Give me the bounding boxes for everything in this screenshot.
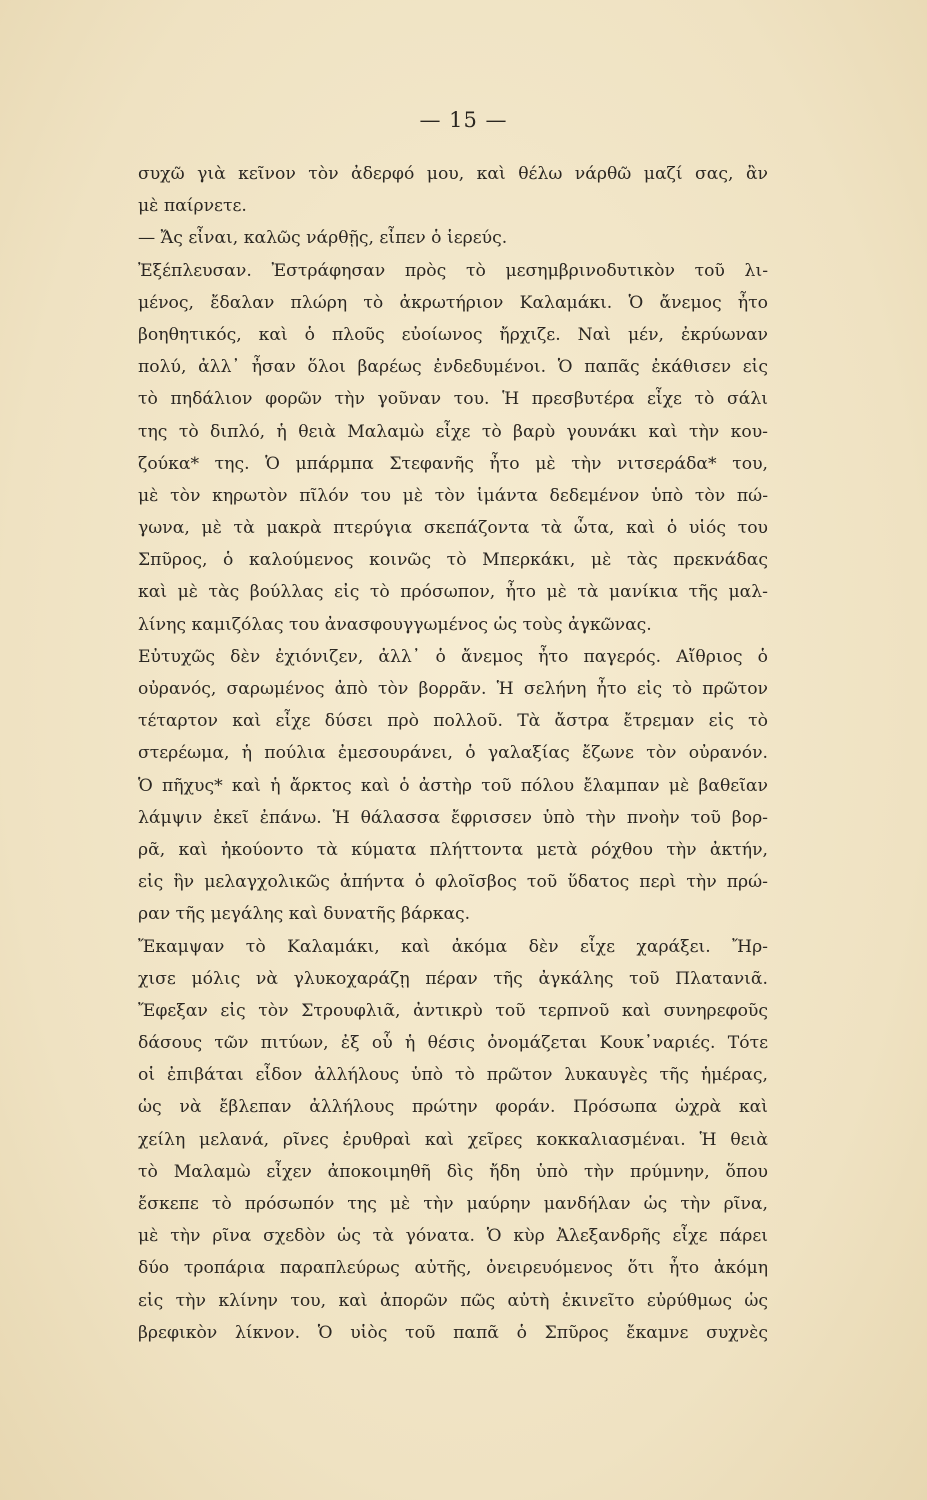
text-line: ρᾶ, καὶ ἠκούοντο τὰ κύματα πλήττοντα μετὰ ρόχθου τὴν ἀκτήν, — [138, 839, 768, 860]
text-line: οἱ ἐπιβάται εἶδον ἀλλήλους ὑπὸ τὸ πρῶτον λυκαυγὲς τῆς ἡμέρας, — [138, 1065, 768, 1086]
text-line: βρεφικὸν λίκνον. Ὁ υἱὸς τοῦ παπᾶ ὁ Σπῦρος ἔκαμνε συχνὲς — [138, 1322, 768, 1343]
text-line: της τὸ διπλό, ἡ θειὰ Μαλαμὼ εἶχε τὸ βαρὺ γουνάκι καὶ τὴν κου- — [138, 421, 768, 442]
text-line: μὲ παίρνετε. — [138, 196, 247, 217]
text-line: — Ἄς εἶναι, καλῶς νάρθῇς, εἶπεν ὁ ἱερεύς. — [138, 228, 508, 249]
text-line: τὸ Μαλαμὼ εἶχεν ἀποκοιμηθῆ δὶς ἤδη ὑπὸ τὴν πρύμνην, ὅπου — [138, 1161, 768, 1182]
text-line: Εὐτυχῶς δὲν ἐχιόνιζεν, ἀλλ᾽ ὁ ἄνεμος ἦτο παγερός. Αἴθριος ὁ — [138, 646, 768, 667]
text-line: στερέωμα, ἡ πούλια ἐμεσουράνει, ὁ γαλαξίας ἔζωνε τὸν οὐρανόν. — [138, 743, 768, 764]
text-line: ὡς νὰ ἔβλεπαν ἀλλήλους πρώτην φοράν. Πρόσωπα ὠχρὰ καὶ — [138, 1097, 768, 1118]
text-line: εἰς ἣν μελαγχολικῶς ἀπήντα ὁ φλοῖσβος τοῦ ὕδατος περὶ τὴν πρώ- — [138, 872, 768, 893]
text-line: Ἔκαμψαν τὸ Καλαμάκι, καὶ ἀκόμα δὲν εἶχε χαράξει. Ἤρ- — [138, 936, 768, 957]
text-line: ἔσκεπε τὸ πρόσωπόν της μὲ τὴν μαύρην μανδήλαν ὡς τὴν ρῖνα, — [138, 1194, 768, 1214]
text-line: γωνα, μὲ τὰ μακρὰ πτερύγια σκεπάζοντα τὰ ὦτα, καὶ ὁ υἱός του — [138, 518, 768, 539]
text-line: μένος, ἔδαλαν πλώρη τὸ ἀκρωτήριον Καλαμάκι. Ὁ ἄνεμος ἦτο — [138, 292, 768, 313]
text-line: τέταρτον καὶ εἶχε δύσει πρὸ πολλοῦ. Τὰ ἄστρα ἔτρεμαν εἰς τὸ — [138, 711, 768, 732]
text-line: συχῶ γιὰ κεῖνον τὸν ἀδερφό μου, καὶ θέλω νάρθῶ μαζί σας, ἂν — [138, 164, 768, 184]
text-line: Ἐξέπλευσαν. Ἐστράφησαν πρὸς τὸ μεσημβρινοδυτικὸν τοῦ λι- — [138, 260, 768, 281]
text-line: λάμψιν ἐκεῖ ἐπάνω. Ἡ θάλασσα ἔφρισσεν ὑπὸ τὴν πνοὴν τοῦ βορ- — [138, 807, 768, 828]
text-line: δάσους τῶν πιτύων, ἐξ οὗ ἡ θέσις ὀνομάζεται Κουκ᾽ναριές. Τότε — [138, 1033, 768, 1054]
page-number: — 15 — — [419, 108, 508, 132]
text-line: ζούκα* της. Ὁ μπάρμπα Στεφανῆς ἦτο μὲ τὴν νιτσεράδα* του, — [138, 453, 768, 474]
text-line: εἰς τὴν κλίνην του, καὶ ἀπορῶν πῶς αὐτὴ ἐκινεῖτο εὐρύθμως ὡς — [138, 1290, 768, 1311]
text-line: οὐρανός, σαρωμένος ἀπὸ τὸν βορρᾶν. Ἡ σελήνη ἦτο εἰς τὸ πρῶτον — [138, 679, 768, 699]
text-line: δύο τροπάρια παραπλεύρως αὐτῆς, ὀνειρευόμενος ὅτι ἦτο ἀκόμη — [138, 1258, 768, 1279]
text-line: χείλη μελανά, ρῖνες ἐρυθραὶ καὶ χεῖρες κοκκαλιασμέναι. Ἡ θειὰ — [138, 1129, 768, 1150]
text-line: χισε μόλις νὰ γλυκοχαράζῃ πέραν τῆς ἀγκάλης τοῦ Πλατανιᾶ. — [138, 968, 768, 989]
text-line: λίνης καμιζόλας του ἀνασφουγγωμένος ὡς τοὺς ἀγκῶνας. — [138, 614, 652, 635]
text-line: πολύ, ἀλλ᾽ ἦσαν ὅλοι βαρέως ἐνδεδυμένοι. Ὁ παπᾶς ἐκάθισεν εἰς — [138, 357, 768, 378]
text-line: βοηθητικός, καὶ ὁ πλοῦς εὐοίωνος ἤρχιζε. Ναὶ μέν, ἐκρύωναν — [138, 324, 768, 345]
text-line: μὲ τὴν ρῖνα σχεδὸν ὡς τὰ γόνατα. Ὁ κὺρ Ἀλεξανδρῆς εἶχε πάρει — [138, 1226, 768, 1247]
text-line: τὸ πηδάλιον φορῶν τὴν γοῦναν του. Ἡ πρεσβυτέρα εἶχε τὸ σάλι — [138, 389, 768, 410]
text-line: μὲ τὸν κηρωτὸν πῖλόν του μὲ τὸν ἱμάντα δεδεμένον ὑπὸ τὸν πώ- — [138, 485, 768, 506]
text-line: Ἔφεξαν εἰς τὸν Στρουφλιᾶ, ἀντικρὺ τοῦ τερπνοῦ καὶ συνηρεφοῦς — [138, 1000, 768, 1021]
text-line: Σπῦρος, ὁ καλούμενος κοινῶς τὸ Μπερκάκι, μὲ τὰς πρεκνάδας — [138, 550, 768, 571]
body-text — [138, 158, 768, 1349]
text-line: Ὁ πῆχυς* καὶ ἡ ἄρκτος καὶ ὁ ἀστὴρ τοῦ πόλου ἔλαμπαν μὲ βαθεῖαν — [138, 775, 768, 796]
text-line: καὶ μὲ τὰς βούλλας εἰς τὸ πρόσωπον, ἦτο μὲ τὰ μανίκια τῆς μαλ- — [138, 582, 768, 603]
text-line: ραν τῆς μεγάλης καὶ δυνατῆς βάρκας. — [138, 904, 471, 925]
